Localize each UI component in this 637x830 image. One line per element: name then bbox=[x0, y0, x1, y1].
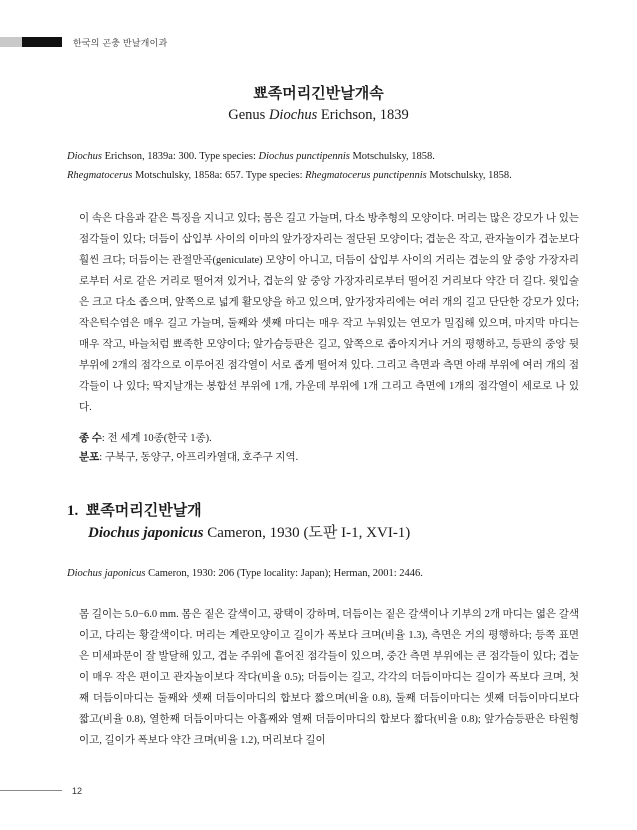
synonym-line: Diochus Erichson, 1839a: 300. Type species: Diochus punctipennis Motschulsky, 1858. bbox=[67, 151, 435, 162]
species-reference: Diochus japonicus Cameron, 1930: 206 (Type locality: Japan); Herman, 2001: 2446. bbox=[67, 568, 423, 579]
species-count: 종 수: 전 세계 10종(한국 1종). bbox=[79, 433, 212, 444]
footer-rule bbox=[0, 790, 62, 791]
genus-title-korean: 뾰족머리긴반날개속 bbox=[253, 86, 384, 102]
running-header: 한국의 곤충 반날개이과 bbox=[73, 38, 168, 48]
header-bar-dark bbox=[22, 37, 62, 47]
genus-description: 이 속은 다음과 같은 특징을 지니고 있다; 몸은 길고 가늘며, 다소 방추형의 모양이다. 머리는 많은 강모가 나 있는 점각들이 있다; 더듬이 삽입부 사이의 이마의 앞가장자리는 절단된 모양이다; 겹눈은 작고, 관자놀이가 겹눈보다 훨씬 크다; 더듬이는 관절만곡(geniculate) 모양이 아니고, 더듬이 삽입부 사이의 거리는 겹눈의 앞 중앙 가장자리로부터 서로 같은 거리로 떨어져 있거나, 겹눈의 앞 중앙 가장자리로부터 떨어진 거리보다 약간 더 길다. 윗입술은 크고 다소 좁으며, 앞쪽으로 넓게 활모양을 하고 있으며, 앞가장자리에는 여러 개의 길고 단단한 강모가 있다; 작은턱수염은 매우 길고 가늘며, 둘째와 셋째 마디는 매우 작고 누워있는 연모가 밀집해 있으며, 마지막 마디는 매우 작고, 바늘처럼 뾰족한 모양이다; 앞가슴등판은 길고, 앞쪽으로 좁아지거나 거의 평행하고, 등판의 중앙 뒷 부위에 2개의 점각으로 이루어진 점각열이 서로 좁게 떨어져 있다. 그리고 측면과 측면 아래 부위에 여러 개의 점각들이 나 있다; 딱지날개는 봉합선 부위에 1개, 가운데 부위에 1개 그리고 측면에 1개의 점각열이 세로로 나 있다. bbox=[79, 213, 579, 413]
genus-title-latin: Genus Diochus Erichson, 1839 bbox=[228, 107, 409, 123]
species-heading-latin: Diochus japonicus Cameron, 1930 (도판 I-1, XVI-1) bbox=[88, 525, 411, 541]
distribution: 분포: 구북구, 동양구, 아프리카열대, 호주구 지역. bbox=[79, 452, 299, 463]
page-number: 12 bbox=[72, 786, 83, 796]
species-description: 몸 길이는 5.0−6.0 mm. 몸은 짙은 갈색이고, 광택이 강하며, 더듬이는 짙은 갈색이나 기부의 2개 마디는 엷은 갈색이고, 다리는 황갈색이다. 머리는 계란모양이고 길이가 폭보다 크며(비율 1.3), 측면은 거의 평행하다; 등쪽 표면은 미세파문이 잘 발달해 있고, 겹눈 주위에 흩어진 점각들이 있으며, 중간 측면 부위에는 큰 점각들이 있다; 겹눈이 매우 작은 편이고 관자놀이보다 작다(비율 0.5); 더듬이는 길고, 각각의 더듬이마디는 길이가 폭보다 크며, 첫째 더듬이마디는 둘째와 셋째 더듬이마디의 합보다 짧으며(비율 0.8), 둘째 더듬이마디는 셋째 더듬이마디보다 짧고(비율 0.8), 열한째 더듬이마디는 아홉째와 열째 더듬이마디의 합보다 짧다(비율 0.8); 앞가슴등판은 타원형이고, 길이가 폭보다 약간 크며(비율 1.2), 머리보다 길이 bbox=[79, 609, 579, 746]
synonym-line: Rhegmatocerus Motschulsky, 1858a: 657. Type species: Rhegmatocerus punctipennis Motschulsky, 1858. bbox=[67, 170, 512, 181]
species-heading-korean: 1. 뾰족머리긴반날개 bbox=[67, 503, 202, 519]
header-bar-light bbox=[0, 37, 22, 47]
